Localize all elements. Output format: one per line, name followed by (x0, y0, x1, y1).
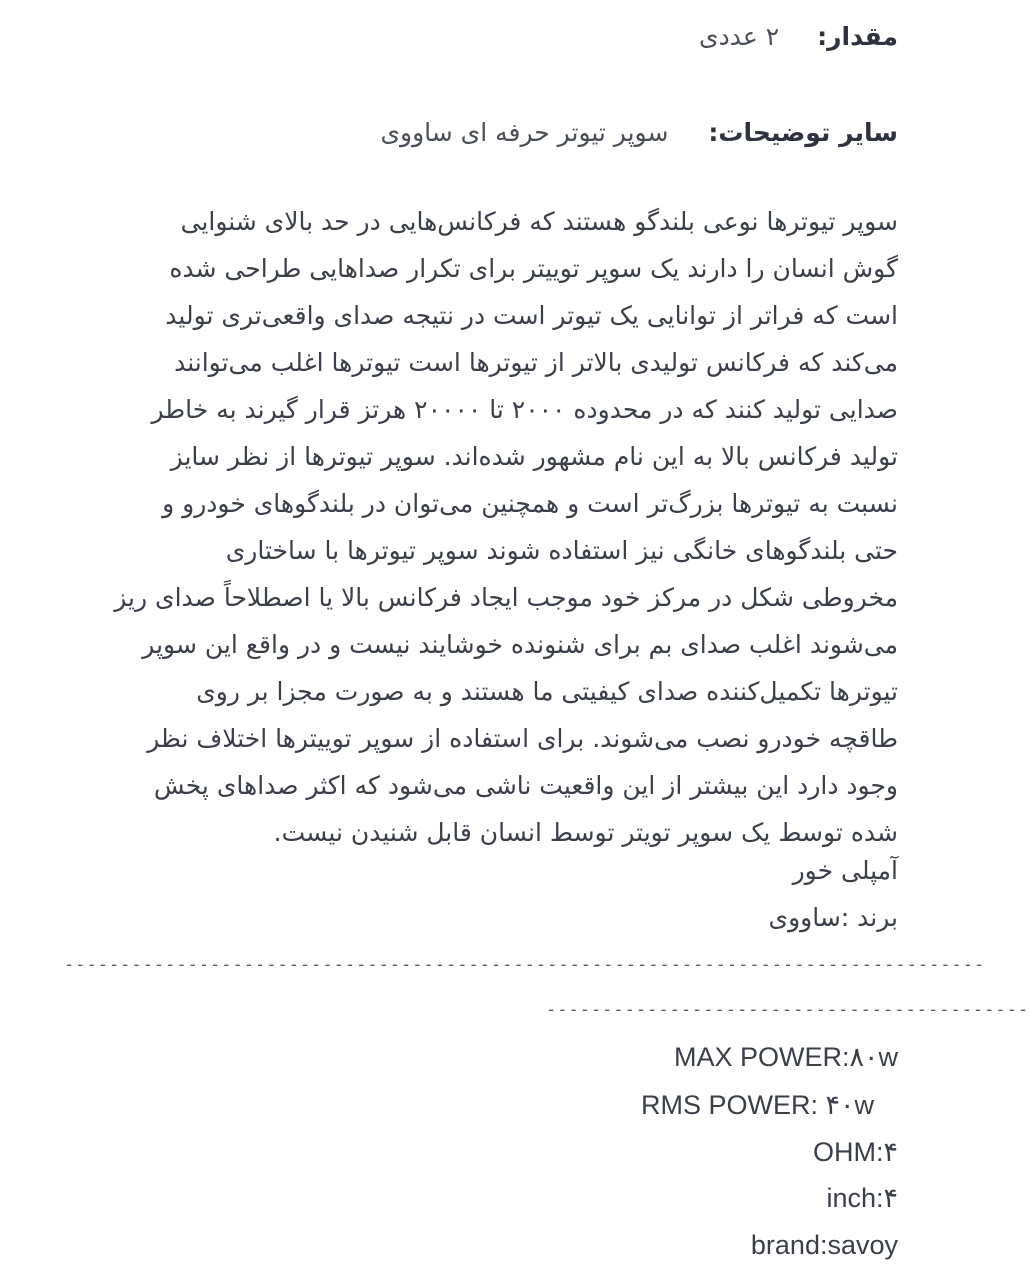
description-line: نسبت به تیوترها بزرگ‌تر است و همچنین می‌توان در بلندگوهای خودرو و (162, 489, 898, 518)
description-line: می‌کند که فرکانس تولیدی بالاتر از تیوترها است تیوترها اغلب می‌توانند (174, 348, 898, 377)
description-line: شده توسط یک سوپر تویتر توسط انسان قابل شنیدن نیست. (273, 818, 898, 847)
product-description (58, 198, 898, 856)
quantity-label: مقدار: (817, 22, 898, 51)
description-line: سوپر تیوترها نوعی بلندگو هستند که فرکانس‌هایی در حد بالای شنوایی (180, 207, 898, 236)
other-description-row (380, 118, 898, 147)
description-line: حتی بلندگوهای خانگی نیز استفاده شوند سوپر تیوترها با ساختاری (225, 536, 898, 565)
spec-max-power: MAX POWER:۸۰w (673, 1042, 898, 1072)
description-line: می‌شوند اغلب صدای بم برای شنونده خوشایند نیست و در واقع این سوپر (142, 630, 898, 659)
description-line: است که فراتر از توانایی یک تیوتر است در نتیجه صدای واقعی‌تری تولید (165, 301, 898, 330)
quantity-value: ۲ عددی (699, 22, 780, 51)
spec-inch: inch:۴ (826, 1183, 898, 1213)
spec-ohm: OHM:۴ (813, 1137, 898, 1167)
description-line: وجود دارد این بیشتر از این واقعیت ناشی می‌شود که اکثر صداهای پخش (153, 771, 898, 800)
quantity-row (699, 22, 898, 51)
dashed-divider: ---------------------------------------------------------------------------------- (64, 955, 986, 975)
description-line: تولید فرکانس بالا به این نام مشهور شده‌اند. سوپر تیوترها از نظر سایز (170, 442, 898, 471)
dashed-divider-short: ------------------------------------------- (546, 1000, 1029, 1020)
description-line: گوش انسان را دارند یک سوپر توییتر برای تکرار صداهایی طراحی شده (169, 254, 898, 283)
brand-line-persian: برند :ساووی (768, 903, 898, 932)
spec-brand: brand:savoy (750, 1230, 898, 1260)
description-line: مخروطی شکل در مرکز خود موجب ایجاد فرکانس بالا یا اصطلاحاً صدای ریز (114, 583, 898, 612)
amp-line: آمپلی خور (792, 856, 898, 885)
description-line: طاقچه خودرو نصب می‌شوند. برای استفاده از سوپر توییترها اختلاف نظر (147, 724, 898, 753)
other-description-value: سوپر تیوتر حرفه ای ساووی (380, 118, 669, 147)
other-description-label: سایر توضیحات: (708, 118, 898, 147)
description-line: صدایی تولید کنند که در محدوده ۲۰۰۰ تا ۲۰۰۰۰ هرتز قرار گیرند به خاطر (151, 395, 898, 424)
description-line: تیوترها تکمیل‌کننده صدای کیفیتی ما هستند و به صورت مجزا بر روی (196, 677, 898, 706)
spec-rms-power: RMS POWER: ۴۰w (640, 1090, 874, 1120)
